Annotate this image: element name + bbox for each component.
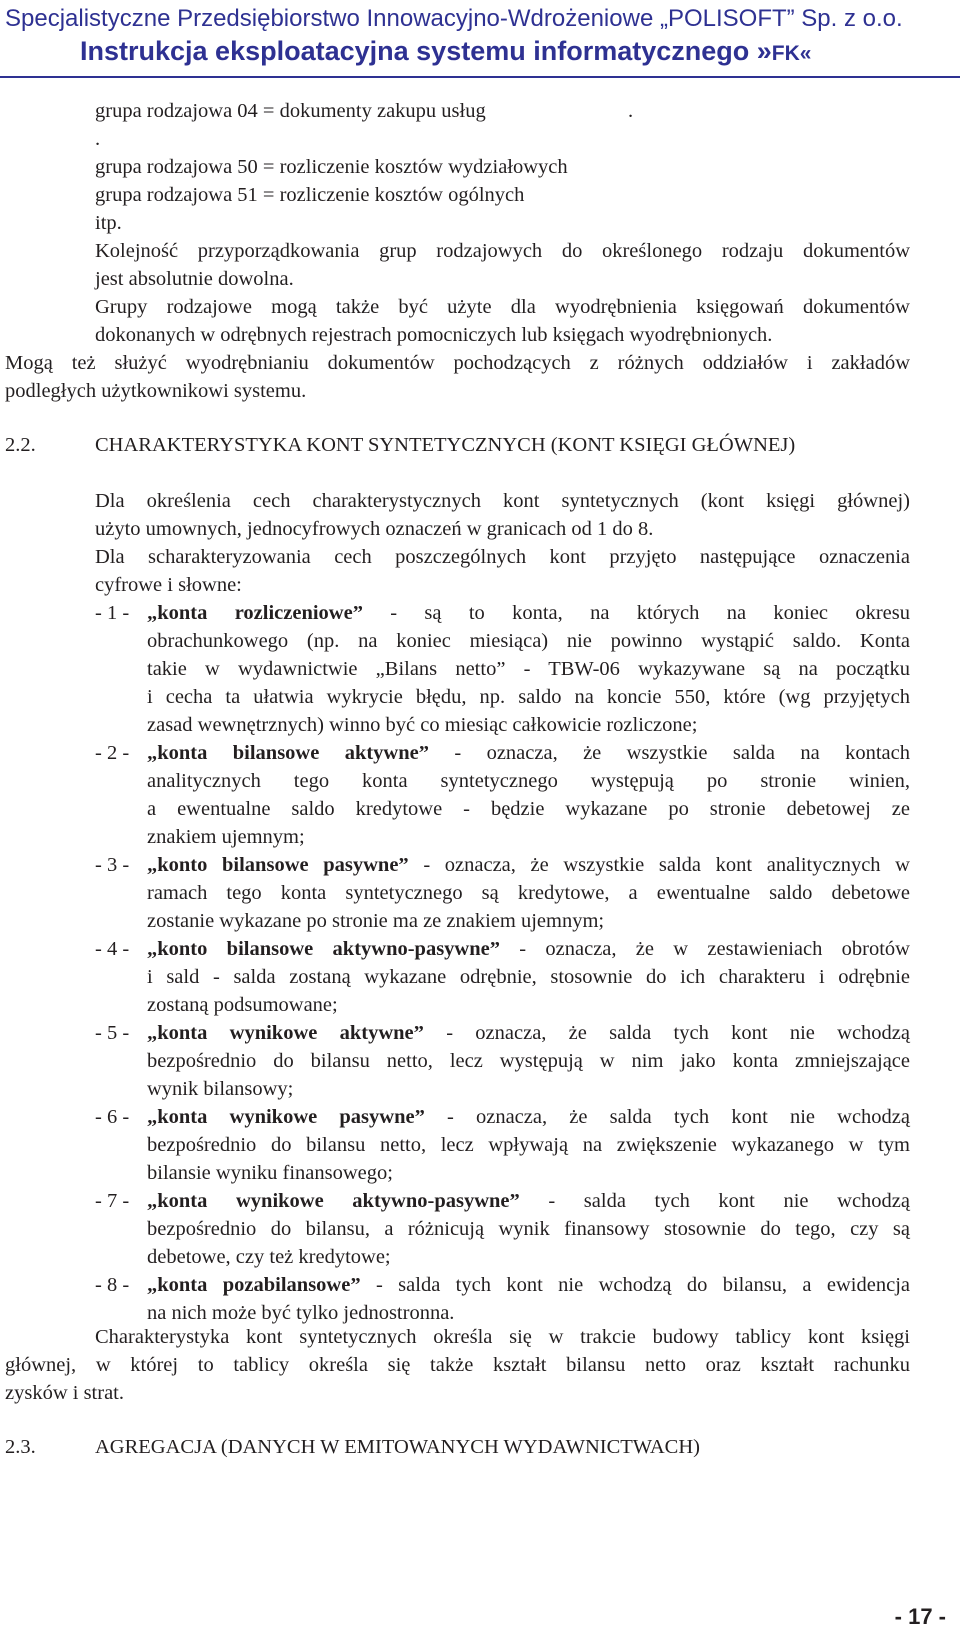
intro-line: itp. <box>95 212 122 234</box>
item-line: takie w wydawnictwie „Bilans netto” - TBW-06 wykazywane są na początku <box>147 658 910 680</box>
item-description: - oznacza, że salda tych kont nie wchodzą <box>423 1022 910 1044</box>
item-term: „konto bilansowe aktywno-pasywne” <box>147 938 500 960</box>
company-name: Specjalistyczne Przedsiębiorstwo Innowacyjno-Wdrożeniowe „POLISOFT” Sp. z o.o. <box>5 5 903 32</box>
page-number: - 17 - <box>894 1604 946 1629</box>
section-number: 2.3. <box>5 1436 36 1458</box>
intro-line: jest absolutnie dowolna. <box>95 268 294 290</box>
item-term: „konta bilansowe aktywne” <box>147 742 429 764</box>
item-description: - salda tych kont nie wchodzą do bilansu, a ewidencja <box>360 1274 910 1296</box>
item-term: „konta rozliczeniowe” <box>147 602 363 624</box>
item-first-line <box>147 1187 910 1215</box>
paragraph-line: użyto umownych, jednocyfrowych oznaczeń w granicach od 1 do 8. <box>95 518 654 540</box>
manual-code: FK« <box>771 42 812 65</box>
intro-line: Mogą też służyć wyodrębnianiu dokumentów pochodzących z różnych oddziałów i zakładów <box>5 352 910 374</box>
paragraph-line: Dla scharakteryzowania cech poszczególnych kont przyjęto następujące oznaczenia <box>95 546 910 568</box>
intro-line: dokonanych w odrębnych rejestrach pomocniczych lub księgach wyodrębnionych. <box>95 324 773 346</box>
item-marker: - 4 - <box>95 938 130 960</box>
intro-line: grupa rodzajowa 51 = rozliczenie kosztów ogólnych <box>95 184 525 206</box>
section-title: CHARAKTERYSTYKA KONT SYNTETYCZNYCH (KONT KSIĘGI GŁÓWNEJ) <box>95 434 796 456</box>
item-line: ramach tego konta syntetycznego są kredytowe, a ewentualne saldo debetowe <box>147 882 910 904</box>
item-line: zostaną podsumowane; <box>147 994 338 1016</box>
item-description: - oznacza, że wszystkie salda kont analitycznych w <box>408 854 910 876</box>
item-first-line <box>147 739 910 767</box>
manual-title <box>80 36 811 67</box>
item-marker: - 8 - <box>95 1274 130 1296</box>
item-line: na nich może być tylko jednostronna. <box>147 1302 455 1324</box>
item-line: a ewentualne saldo kredytowe - będzie wykazane po stronie debetowej ze <box>147 798 910 820</box>
item-term: „konta wynikowe pasywne” <box>147 1106 425 1128</box>
item-line: i sald - salda zostaną wykazane odrębnie, stosownie do ich charakteru i odrębnie <box>147 966 910 988</box>
paragraph-line: zysków i strat. <box>5 1382 124 1404</box>
item-line: bilansie wyniku finansowego; <box>147 1162 393 1184</box>
intro-dot: . <box>95 128 101 150</box>
item-line: obrachunkowego (np. na koniec miesiąca) nie powinno wystąpić saldo. Konta <box>147 630 910 652</box>
intro-line: Kolejność przyporządkowania grup rodzajowych do określonego rodzaju dokumentów <box>95 240 910 262</box>
item-marker: - 6 - <box>95 1106 130 1128</box>
item-line: wynik bilansowy; <box>147 1078 294 1100</box>
intro-line: grupa rodzajowa 04 = dokumenty zakupu usług <box>95 100 486 122</box>
item-first-line <box>147 599 910 627</box>
header-rule <box>0 76 960 78</box>
item-line: zostanie wykazane po stronie ma ze znakiem ujemnym; <box>147 910 605 932</box>
item-line: debetowe, czy też kredytowe; <box>147 1246 391 1268</box>
manual-title-text: Instrukcja eksploatacyjna systemu informatycznego » <box>80 36 772 66</box>
section-title: AGREGACJA (DANYCH W EMITOWANYCH WYDAWNICTWACH) <box>95 1436 700 1458</box>
item-marker: - 7 - <box>95 1190 130 1212</box>
item-first-line <box>147 851 910 879</box>
paragraph-line: cyfrowe i słowne: <box>95 574 242 596</box>
item-description: - salda tych kont nie wchodzą <box>519 1190 910 1212</box>
item-marker: - 5 - <box>95 1022 130 1044</box>
item-line: znakiem ujemnym; <box>147 826 305 848</box>
item-first-line <box>147 1103 910 1131</box>
item-marker: - 2 - <box>95 742 130 764</box>
intro-dot: . <box>628 100 634 122</box>
item-line: bezpośrednio do bilansu netto, lecz wpływają na zwiększenie wykazanego w tym <box>147 1134 910 1156</box>
item-marker: - 3 - <box>95 854 130 876</box>
item-description: - oznacza, że w zestawieniach obrotów <box>499 938 910 960</box>
item-line: zasad wewnętrznych) winno być co miesiąc całkowicie rozliczone; <box>147 714 698 736</box>
item-line: bezpośrednio do bilansu netto, lecz występują w nim jako konta zmniejszające <box>147 1050 910 1072</box>
item-marker: - 1 - <box>95 602 130 624</box>
item-line: i cecha ta ułatwia wykrycie błędu, np. saldo na koncie 550, które (wg przyjętych <box>147 686 910 708</box>
item-line: analitycznych tego konta syntetycznego występują po stronie winien, <box>147 770 910 792</box>
item-term: „konta wynikowe aktywno-pasywne” <box>147 1190 520 1212</box>
item-first-line <box>147 1019 910 1047</box>
intro-line: Grupy rodzajowe mogą także być użyte dla wyodrębnienia księgowań dokumentów <box>95 296 910 318</box>
section-number: 2.2. <box>5 434 36 456</box>
item-term: „konta wynikowe aktywne” <box>147 1022 424 1044</box>
item-description: - oznacza, że salda tych kont nie wchodzą <box>424 1106 910 1128</box>
intro-line: podległych użytkownikowi systemu. <box>5 380 307 402</box>
paragraph-line: Charakterystyka kont syntetycznych określa się w trakcie budowy tablicy kont księgi <box>95 1326 910 1348</box>
item-term: „konta pozabilansowe” <box>147 1274 361 1296</box>
item-first-line <box>147 935 910 963</box>
item-description: - oznacza, że wszystkie salda na kontach <box>429 742 910 764</box>
item-first-line <box>147 1271 910 1299</box>
item-line: bezpośrednio do bilansu, a różnicują wynik finansowy stosownie do tego, czy są <box>147 1218 910 1240</box>
item-term: „konto bilansowe pasywne” <box>147 854 409 876</box>
paragraph-line: głównej, w której to tablicy określa się także kształt bilansu netto oraz kształt rachunku <box>5 1354 910 1376</box>
paragraph-line: Dla określenia cech charakterystycznych kont syntetycznych (kont księgi głównej) <box>95 490 910 512</box>
item-description: - są to konta, na których na koniec okresu <box>362 602 910 624</box>
intro-line: grupa rodzajowa 50 = rozliczenie kosztów wydziałowych <box>95 156 568 178</box>
